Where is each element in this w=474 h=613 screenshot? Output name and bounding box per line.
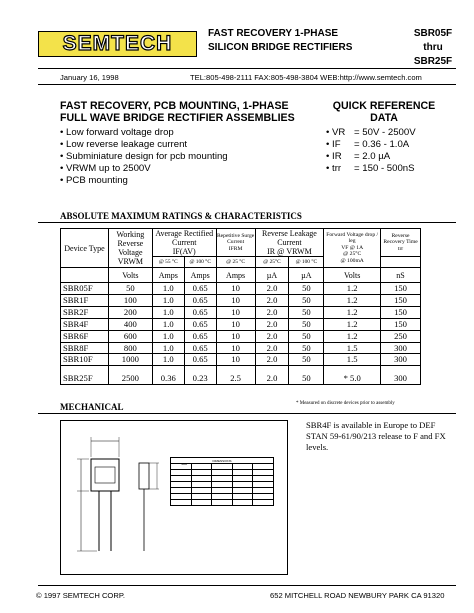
th-avg-label: Average Rectified Current: [155, 229, 214, 247]
feature-item: • PCB mounting: [60, 175, 228, 187]
qr-value: = 50V - 2500V: [354, 127, 416, 138]
feature-item: • VRWM up to 2500V: [60, 163, 228, 175]
units-cell: Amps: [152, 268, 184, 283]
th-avg-temp-55: @ 55 °C: [152, 257, 184, 268]
table-cell: 0.65: [184, 318, 216, 330]
th-leak-symbol: IR @ VRWM: [267, 247, 312, 256]
th-surge-label: Repetitive Surge Current: [216, 232, 255, 246]
units-row: [61, 268, 421, 283]
th-working-reverse-voltage: [108, 229, 152, 268]
qr-value: = 150 - 500nS: [354, 163, 415, 174]
table-cell: 100: [108, 294, 152, 306]
units-cell: Amps: [184, 268, 216, 283]
th-average-rectified-current: [152, 229, 216, 257]
th-fwd-temp-2: @ 100mA: [340, 257, 364, 264]
th-device-type: Device Type: [61, 229, 109, 268]
table-cell: 1.0: [152, 354, 184, 366]
table-cell: 50: [289, 330, 324, 342]
table-cell: 0.65: [184, 354, 216, 366]
ratings-footnote: * Measured on discrete devices prior to assembly: [296, 401, 395, 406]
quick-reference-title-line-1: QUICK REFERENCE: [332, 100, 436, 112]
table-cell: 50: [289, 318, 324, 330]
table-row: [61, 366, 421, 385]
contact-divider: [38, 84, 456, 85]
part-line-3: SBR25F: [413, 56, 453, 67]
table-cell: 300: [381, 354, 421, 366]
table-cell: 0.65: [184, 283, 216, 295]
semtech-logo: [38, 31, 197, 57]
table-cell: 0.65: [184, 330, 216, 342]
table-row: [61, 342, 421, 354]
units-cell: [61, 268, 109, 283]
table-cell: 300: [381, 366, 421, 385]
part-line-2: thru: [423, 42, 443, 53]
table-cell: 2500: [108, 366, 152, 385]
table-cell: 2.0: [255, 306, 289, 318]
contact-info: TEL:805-498-2111 FAX:805-498-3804 WEB:http://www.semtech.com: [190, 73, 422, 82]
table-cell: 0.36: [152, 366, 184, 385]
th-rec-label: Reverse Recovery Time: [383, 232, 418, 246]
part-range: [410, 27, 456, 69]
quick-reference-title-line-2: DATA: [370, 112, 398, 124]
table-cell: 2.0: [255, 342, 289, 354]
table-cell: 10: [216, 342, 255, 354]
table-cell: 1.0: [152, 318, 184, 330]
dim-cell: [253, 500, 274, 506]
device-type-cell: SBR10F: [61, 354, 109, 366]
device-type-cell: SBR1F: [61, 294, 109, 306]
quick-reference-title: [324, 100, 444, 124]
footer-copyright: © 1997 SEMTECH CORP.: [36, 591, 126, 600]
table-cell: 0.65: [184, 342, 216, 354]
table-cell: 10: [216, 294, 255, 306]
table-cell: 50: [289, 294, 324, 306]
table-cell: 1.2: [324, 306, 381, 318]
table-cell: 200: [108, 306, 152, 318]
table-cell: 10: [216, 283, 255, 295]
th-fwd-label: Forward Voltage drop / leg: [326, 231, 379, 245]
units-cell: nS: [381, 268, 421, 283]
title-line-2: SILICON BRIDGE RECTIFIERS: [208, 42, 353, 53]
features-list: [60, 127, 228, 187]
svg-text:SBR: SBR: [181, 462, 188, 466]
table-cell: 0.65: [184, 306, 216, 318]
table-cell: 300: [381, 342, 421, 354]
footer-divider: [38, 585, 456, 586]
header-divider: [38, 68, 456, 69]
logo-text: SEMTECH: [62, 32, 173, 55]
table-cell: 50: [108, 283, 152, 295]
th-leak-temp-25: @ 25°C: [255, 257, 289, 268]
table-row: [61, 294, 421, 306]
title-line-1: FAST RECOVERY 1-PHASE: [208, 28, 339, 39]
quick-reference-list: [326, 127, 416, 175]
table-cell: 1.0: [152, 294, 184, 306]
qr-symbol: • trr: [326, 163, 354, 175]
th-rec-blank: [381, 257, 421, 268]
table-row: [61, 283, 421, 295]
table-cell: 600: [108, 330, 152, 342]
table-cell: 50: [289, 366, 324, 385]
th-avg-symbol: IF(AV): [172, 247, 196, 256]
device-type-cell: SBR8F: [61, 342, 109, 354]
th-reverse-leakage-current: [255, 229, 324, 257]
table-cell: 250: [381, 330, 421, 342]
dim-cell: [232, 500, 253, 506]
table-cell: 10: [216, 330, 255, 342]
quick-reference-item: [326, 163, 416, 175]
table-cell: * 5.0: [324, 366, 381, 385]
table-cell: 2.0: [255, 294, 289, 306]
table-cell: 1.0: [152, 330, 184, 342]
qr-symbol: • IR: [326, 151, 354, 163]
feature-item: • Low forward voltage drop: [60, 127, 228, 139]
table-cell: 1.2: [324, 283, 381, 295]
device-type-cell: SBR05F: [61, 283, 109, 295]
table-cell: 1.0: [152, 283, 184, 295]
units-cell: Volts: [324, 268, 381, 283]
features-title: FAST RECOVERY, PCB MOUNTING, 1-PHASE FULL WAVE BRIDGE RECTIFIER ASSEMBLIES: [60, 100, 295, 124]
table-cell: 1.2: [324, 318, 381, 330]
table-cell: 1.0: [152, 306, 184, 318]
table-cell: 1.5: [324, 342, 381, 354]
table-row: [61, 354, 421, 366]
th-leak-label: Reverse Leakage Current: [262, 229, 317, 247]
units-cell: Amps: [216, 268, 255, 283]
issue-date: January 16, 1998: [60, 73, 119, 82]
device-type-cell: SBR2F: [61, 306, 109, 318]
ratings-title: ABSOLUTE MAXIMUM RATINGS & CHARACTERISTICS: [60, 211, 302, 221]
device-type-cell: SBR4F: [61, 318, 109, 330]
dim-cell: [212, 500, 233, 506]
th-fwd-temp-1: @ 25°C: [343, 251, 362, 258]
device-type-cell: SBR6F: [61, 330, 109, 342]
device-type-cell: SBR25F: [61, 366, 109, 385]
table-cell: 50: [289, 306, 324, 318]
quick-reference-item: [326, 139, 416, 151]
th-surge-symbol: IFRM: [228, 245, 243, 252]
feature-item: • Low reverse leakage current: [60, 139, 228, 151]
table-cell: 0.65: [184, 294, 216, 306]
ratings-divider: [38, 222, 456, 223]
table-cell: 50: [289, 354, 324, 366]
ratings-table: [60, 228, 421, 385]
th-forward-voltage: [324, 229, 381, 268]
table-cell: 1000: [108, 354, 152, 366]
table-cell: 10: [216, 354, 255, 366]
table-cell: 50: [289, 342, 324, 354]
table-cell: 2.0: [255, 318, 289, 330]
units-cell: µA: [255, 268, 289, 283]
table-cell: 1.2: [324, 330, 381, 342]
table-cell: 150: [381, 318, 421, 330]
qr-value: = 2.0 µA: [354, 151, 391, 162]
units-cell: µA: [289, 268, 324, 283]
th-surge-current: [216, 229, 255, 257]
table-cell: 2.5: [216, 366, 255, 385]
th-surge-temp: @ 25 °C: [216, 257, 255, 268]
table-cell: 400: [108, 318, 152, 330]
qr-symbol: • IF: [326, 139, 354, 151]
dim-cell: [191, 500, 212, 506]
th-vrwm-label: Working Reverse Voltage: [116, 230, 145, 257]
th-avg-temp-100: @ 100 °C: [184, 257, 216, 268]
table-cell: 150: [381, 306, 421, 318]
quick-reference-item: [326, 151, 416, 163]
th-leak-temp-100: @ 100 °C: [289, 257, 324, 268]
part-line-1: SBR05F: [413, 28, 453, 39]
footer-address: 652 MITCHELL ROAD NEWBURY PARK CA 91320: [270, 591, 445, 600]
table-cell: 10: [216, 306, 255, 318]
table-cell: 1.0: [152, 342, 184, 354]
th-reverse-recovery-time: [381, 229, 421, 257]
table-row: [61, 306, 421, 318]
table-cell: 1.2: [324, 294, 381, 306]
qr-symbol: • VR: [326, 127, 354, 139]
qr-value: = 0.36 - 1.0A: [354, 139, 410, 150]
table-cell: 2.0: [255, 330, 289, 342]
table-row: [61, 330, 421, 342]
table-cell: 2.0: [255, 354, 289, 366]
th-vrwm-symbol: VRWM: [117, 257, 144, 266]
table-row: [61, 318, 421, 330]
table-cell: 800: [108, 342, 152, 354]
table-cell: 50: [289, 283, 324, 295]
mechanical-title: MECHANICAL: [60, 402, 124, 412]
table-cell: 10: [216, 318, 255, 330]
table-cell: 0.23: [184, 366, 216, 385]
dim-cell: [171, 500, 192, 506]
table-cell: 2.0: [255, 283, 289, 295]
dimensions-label: DIMENSIONS: [171, 458, 274, 464]
th-rec-symbol: trr: [397, 245, 404, 252]
mechanical-divider: [38, 413, 456, 414]
table-cell: 150: [381, 294, 421, 306]
mechanical-note: SBR4F is available in Europe to DEF STAN 59-61/90/213 release to F and FX levels.: [306, 420, 446, 452]
table-cell: 1.5: [324, 354, 381, 366]
dimensions-table: [170, 457, 274, 506]
th-fwd-symbol: VF @ 1A: [341, 244, 364, 251]
feature-item: • Subminiature design for pcb mounting: [60, 151, 228, 163]
units-cell: Volts: [108, 268, 152, 283]
table-cell: 150: [381, 283, 421, 295]
table-cell: 2.0: [255, 366, 289, 385]
document-title: [208, 27, 352, 55]
quick-reference-item: [326, 127, 416, 139]
